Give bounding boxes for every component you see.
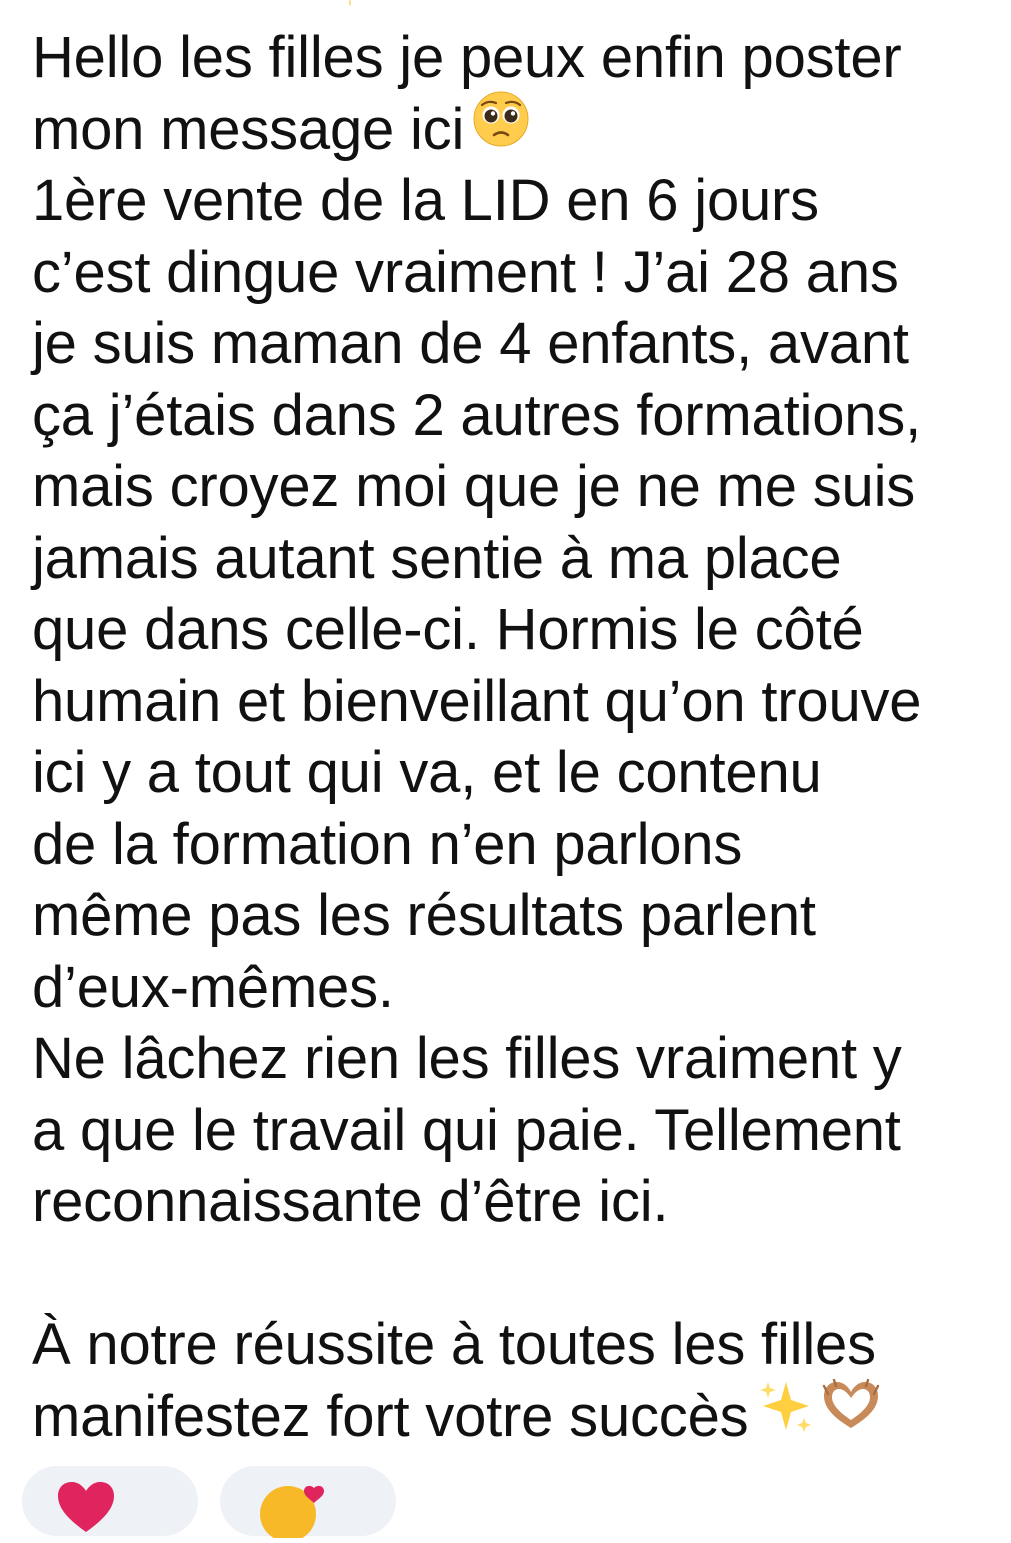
sparkles-icon [756,1376,816,1453]
post-line: reconnaissante d’être ici. [32,1169,669,1234]
post-line: c’est dingue vraiment ! J’ai 28 ans [32,239,899,305]
post-body [32,22,992,1452]
post-line: a que le travail qui paie. Tellement [32,1097,901,1163]
heart-hands-icon [818,1376,884,1453]
post-line: mais croyez moi que je ne me suis [32,454,916,519]
smiling-face-with-heart-icon [252,1478,332,1543]
reaction-heart-button[interactable] [22,1466,198,1536]
post-line: d’eux-mêmes. [32,954,394,1020]
heart-icon [54,1478,118,1539]
post-line: humain et bienveillant qu’on trouve [32,668,922,734]
post-line: jamais autant sentie à ma place [32,525,842,591]
post-line: de la formation n’en parlons [32,811,743,877]
post-line: ici y a tout qui va, et le contenu [32,740,822,805]
post-line: même pas les résultats parlent [32,883,816,948]
post-line: Hello les filles je peux enfin poster [32,25,902,90]
post-line: je suis maman de 4 enfants, avant [32,311,909,376]
post-line: mon message ici [32,94,992,166]
post-line: ça j’étais dans 2 autres formations, [32,382,922,448]
post-blank-line [32,1238,992,1310]
post-line: manifestez fort votre succès [32,1381,992,1453]
post-line: que dans celle-ci. Hormis le côté [32,597,864,662]
top-sparkle-fragment [340,0,360,4]
post-line: À notre réussite à toutes les filles [32,1312,876,1377]
pleading-face-icon [472,90,530,165]
post-line: 1ère vente de la LID en 6 jours [32,168,819,233]
reaction-bar [22,1466,622,1526]
post-line: Ne lâchez rien les filles vraiment y [32,1026,902,1091]
reaction-love-face-button[interactable] [220,1466,396,1536]
